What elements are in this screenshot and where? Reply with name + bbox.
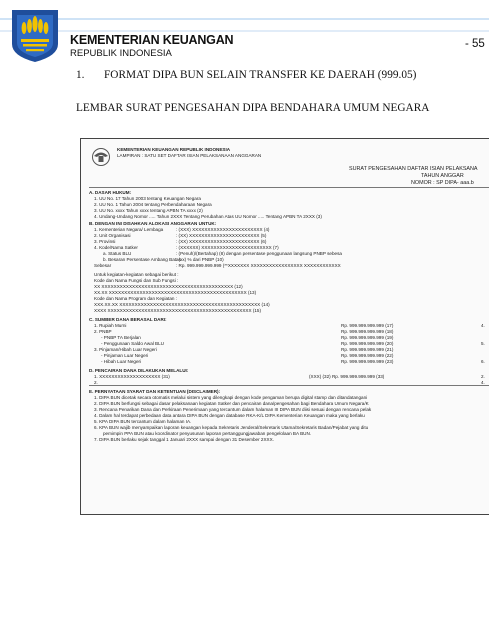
form-line: 2. PNBP bbox=[94, 329, 112, 334]
form-line: XXXX XXXXXXXXXXXXXXXXXXXXXXXXXXXXXXXXXXXXXXXXXXXXXXX (15) bbox=[94, 308, 261, 313]
form-line: 2. bbox=[94, 380, 98, 385]
form-line: Rp. 999.999.999.999 (22) bbox=[341, 353, 394, 358]
form-right-title3: NOMOR : SP DIPA- aaa.b bbox=[411, 180, 474, 186]
form-side-marker: 4. bbox=[481, 323, 485, 328]
form-line: Kode dan Nama Fungsi dan Sub Fungsi : bbox=[94, 278, 179, 283]
form-line: C. SUMBER DANA BERASAL DARI: bbox=[89, 317, 167, 322]
form-line: : (xx) % dari PNBP (10) bbox=[176, 257, 224, 262]
form-line: - Pinjaman Luar Negeri bbox=[101, 353, 149, 358]
form-line: 2. UU No. 1 Tahun 2004 tentang Perbendaharaan Negara bbox=[94, 202, 212, 207]
form-header-line2: LAMPIRAN : SATU SET DAFTAR ISIAN PELAKSANAAN ANGGARAN bbox=[117, 153, 262, 158]
form-line: Rp. 999.999.999.999 (20) bbox=[341, 341, 394, 346]
form-line: Rp. 999.999.999.999 (19) bbox=[341, 335, 394, 340]
form-line: 4. Kode/Nama Satker bbox=[94, 245, 138, 250]
form-line: 3. UU No. xxxx Tahun xxxx tentang APBN TA xxxx (2) bbox=[94, 208, 203, 213]
form-line: Rp. 999.999.999.999 (18) bbox=[341, 329, 394, 334]
form-line: - PNBP TA Berjalan bbox=[101, 335, 141, 340]
form-line: XX XXXXXXXXXXXXXXXXXXXXXXXXXXXXXXXXXXXXXXXXXXX (12) bbox=[94, 284, 243, 289]
form-line: Rp. 999.999.999.999 (21) bbox=[341, 347, 394, 352]
form-line: 1. Kementerian Negara/ Lembaga bbox=[94, 227, 164, 232]
form-line: 1. DIPA BUN dicetak secara otomatis melalui sistem yang dilengkapi dengan kode pengaman berupa digital stamp dan ditandatangani bbox=[94, 395, 368, 400]
form-line: : Rp. 999.999.999.999 (**XXXXXXX XXXXXXXXXXXXXXXXX XXXXXXXXXXXX bbox=[176, 263, 341, 268]
form-line: E. PERNYATAAN SYARAT DAN KETENTUAN (DISCLAIMER): bbox=[89, 389, 221, 394]
form-line: 5. KPA DIPA BUN tercantum dalam halaman IA. bbox=[94, 419, 192, 424]
brand-subtitle: REPUBLIK INDONESIA bbox=[70, 48, 172, 59]
form-line: 2. DIPA BUN berfungsi sebagai dasar pelaksanaan kegiatan Satker dan pencairan dana/pengesahan bagi Bendahara Umum Negara/K bbox=[94, 401, 369, 406]
form-line: Rp. 999.999.999.999 (23) bbox=[341, 359, 394, 364]
form-line: Sebesar bbox=[94, 263, 112, 268]
form-line: 7. DIPA BUN berlaku sejak tanggal 1 Januari 2XXX sampai dengan 31 Desember 2XXX. bbox=[94, 437, 274, 442]
form-line: XX.XX XXXXXXXXXXXXXXXXXXXXXXXXXXXXXXXXXXXXXXXXXXXXX (13) bbox=[94, 290, 257, 295]
form-side-marker: 4. bbox=[481, 380, 485, 385]
form-line: - Hibah Luar Negeri bbox=[101, 359, 142, 364]
form-side-marker: 6. bbox=[481, 359, 485, 364]
form-line: 6. KPA BUN wajib menyampaikan laporan keuangan kepada Sekretaris Jenderal/Sekretaris Utama/Sekretaris Badan/Pejabat yang ditu bbox=[94, 425, 369, 430]
kemenkeu-logo-icon bbox=[8, 6, 62, 64]
section-title: FORMAT DIPA BUN SELAIN TRANSFER KE DAERAH (999.05) bbox=[104, 69, 417, 81]
section-heading bbox=[76, 69, 416, 81]
form-line: 1. Rupiah Murni bbox=[94, 323, 127, 328]
form-right-title1: SURAT PENGESAHAN DAFTAR ISIAN PELAKSANA bbox=[349, 166, 478, 172]
form-line: 3. Provinsi bbox=[94, 239, 116, 244]
form-right-title2: TAHUN ANGGAR bbox=[421, 173, 464, 179]
form-side-marker: 2. bbox=[481, 374, 485, 379]
form-line: 2. Unit Organisasi bbox=[94, 233, 131, 238]
form-line: A. DASAR HUKUM: bbox=[89, 190, 132, 195]
form-line: pemimpin PPA BUN atau koordinator penyusunan laporan pertanggungjawaban pengelolaan BA BUN. bbox=[103, 431, 312, 436]
form-line: - Penggunaan Saldo Awal BLU bbox=[101, 341, 164, 346]
form-line: B. DENGAN INI DISAHKAN ALOKASI ANGGARAN UNTUK: bbox=[89, 221, 217, 226]
form-line: : (XXX) XXXXXXXXXXXXXXXXXXXXXXX (4) bbox=[176, 227, 270, 232]
form-line: 4. Dalam hal terdapat perbedaan data antara DIPA BUN dengan database RKA-K/L DIPA Kementerian Keuangan maka yang berlaku bbox=[94, 413, 365, 418]
section-subtitle: LEMBAR SURAT PENGESAHAN DIPA BENDAHARA UMUM NEGARA bbox=[76, 102, 430, 114]
garuda-emblem-icon bbox=[91, 147, 111, 167]
form-side-marker: 5. bbox=[481, 341, 485, 346]
form-divider bbox=[89, 385, 489, 386]
form-line: 3. Rencana Penarikan Dana dan Perkiraan Penerimaan yang tercantum dalam halaman III DIPA BUN diisi sesuai dengan rencana pelak bbox=[94, 407, 372, 412]
form-line: : (Penuh)/(Bertahap) (8) dengan persentase penggunaan langsung PNBP sebesa bbox=[176, 251, 342, 256]
form-line: : (XXXXXX) XXXXXXXXXXXXXXXXXXXXXXX (7) bbox=[176, 245, 279, 250]
form-line: : (XX) XXXXXXXXXXXXXXXXXXXXXXX (5) bbox=[176, 233, 267, 238]
form-header-line1: KEMENTERIAN KEUANGAN REPUBLIK INDONESIA bbox=[117, 147, 231, 152]
form-divider bbox=[89, 187, 489, 188]
form-line: Untuk kegiatan-kegiatan sebagai berikut : bbox=[94, 272, 179, 277]
form-line: : (XX) XXXXXXXXXXXXXXXXXXXXXXX (6) bbox=[176, 239, 267, 244]
form-line: XXX.XX.XX XXXXXXXXXXXXXXXXXXXXXXXXXXXXXXXXXXXXXXXXXXXXXX (14) bbox=[94, 302, 270, 307]
form-line: 1. XXXXXXXXXXXXXXXXXXXX (31) bbox=[94, 374, 170, 379]
brand-title: KEMENTERIAN KEUANGAN bbox=[70, 33, 234, 47]
form-line: D. PENCAIRAN DANA DILAKUKAN MELALUI: bbox=[89, 368, 189, 373]
section-number: 1. bbox=[76, 69, 85, 81]
form-line: a. Status BLU bbox=[103, 251, 132, 256]
form-line: 4. Undang-Undang Nomor ..... Tahun 2XXX Tentang Perubahan Atas UU Nomor ..... Tentang APBN TA 2XXX (3) bbox=[94, 214, 322, 219]
page-header bbox=[0, 0, 489, 80]
form-line: 3. Pinjaman/Hibah Luar Negeri bbox=[94, 347, 157, 352]
form-line: Kode dan Nama Program dan Kegiatan : bbox=[94, 296, 177, 301]
form-line: (XXX) (32) Rp. 999.999.999.999 (33) bbox=[309, 374, 385, 379]
form-line: b. Besaran Persentase Ambang Batas bbox=[103, 257, 181, 262]
form-line: 1. UU No. 17 Tahun 2003 tentang Keuangan Negara bbox=[94, 196, 201, 201]
form-line: Rp. 999.999.999.999 (17) bbox=[341, 323, 394, 328]
page-number: - 55 bbox=[465, 38, 485, 50]
dipa-form-image bbox=[80, 138, 489, 515]
